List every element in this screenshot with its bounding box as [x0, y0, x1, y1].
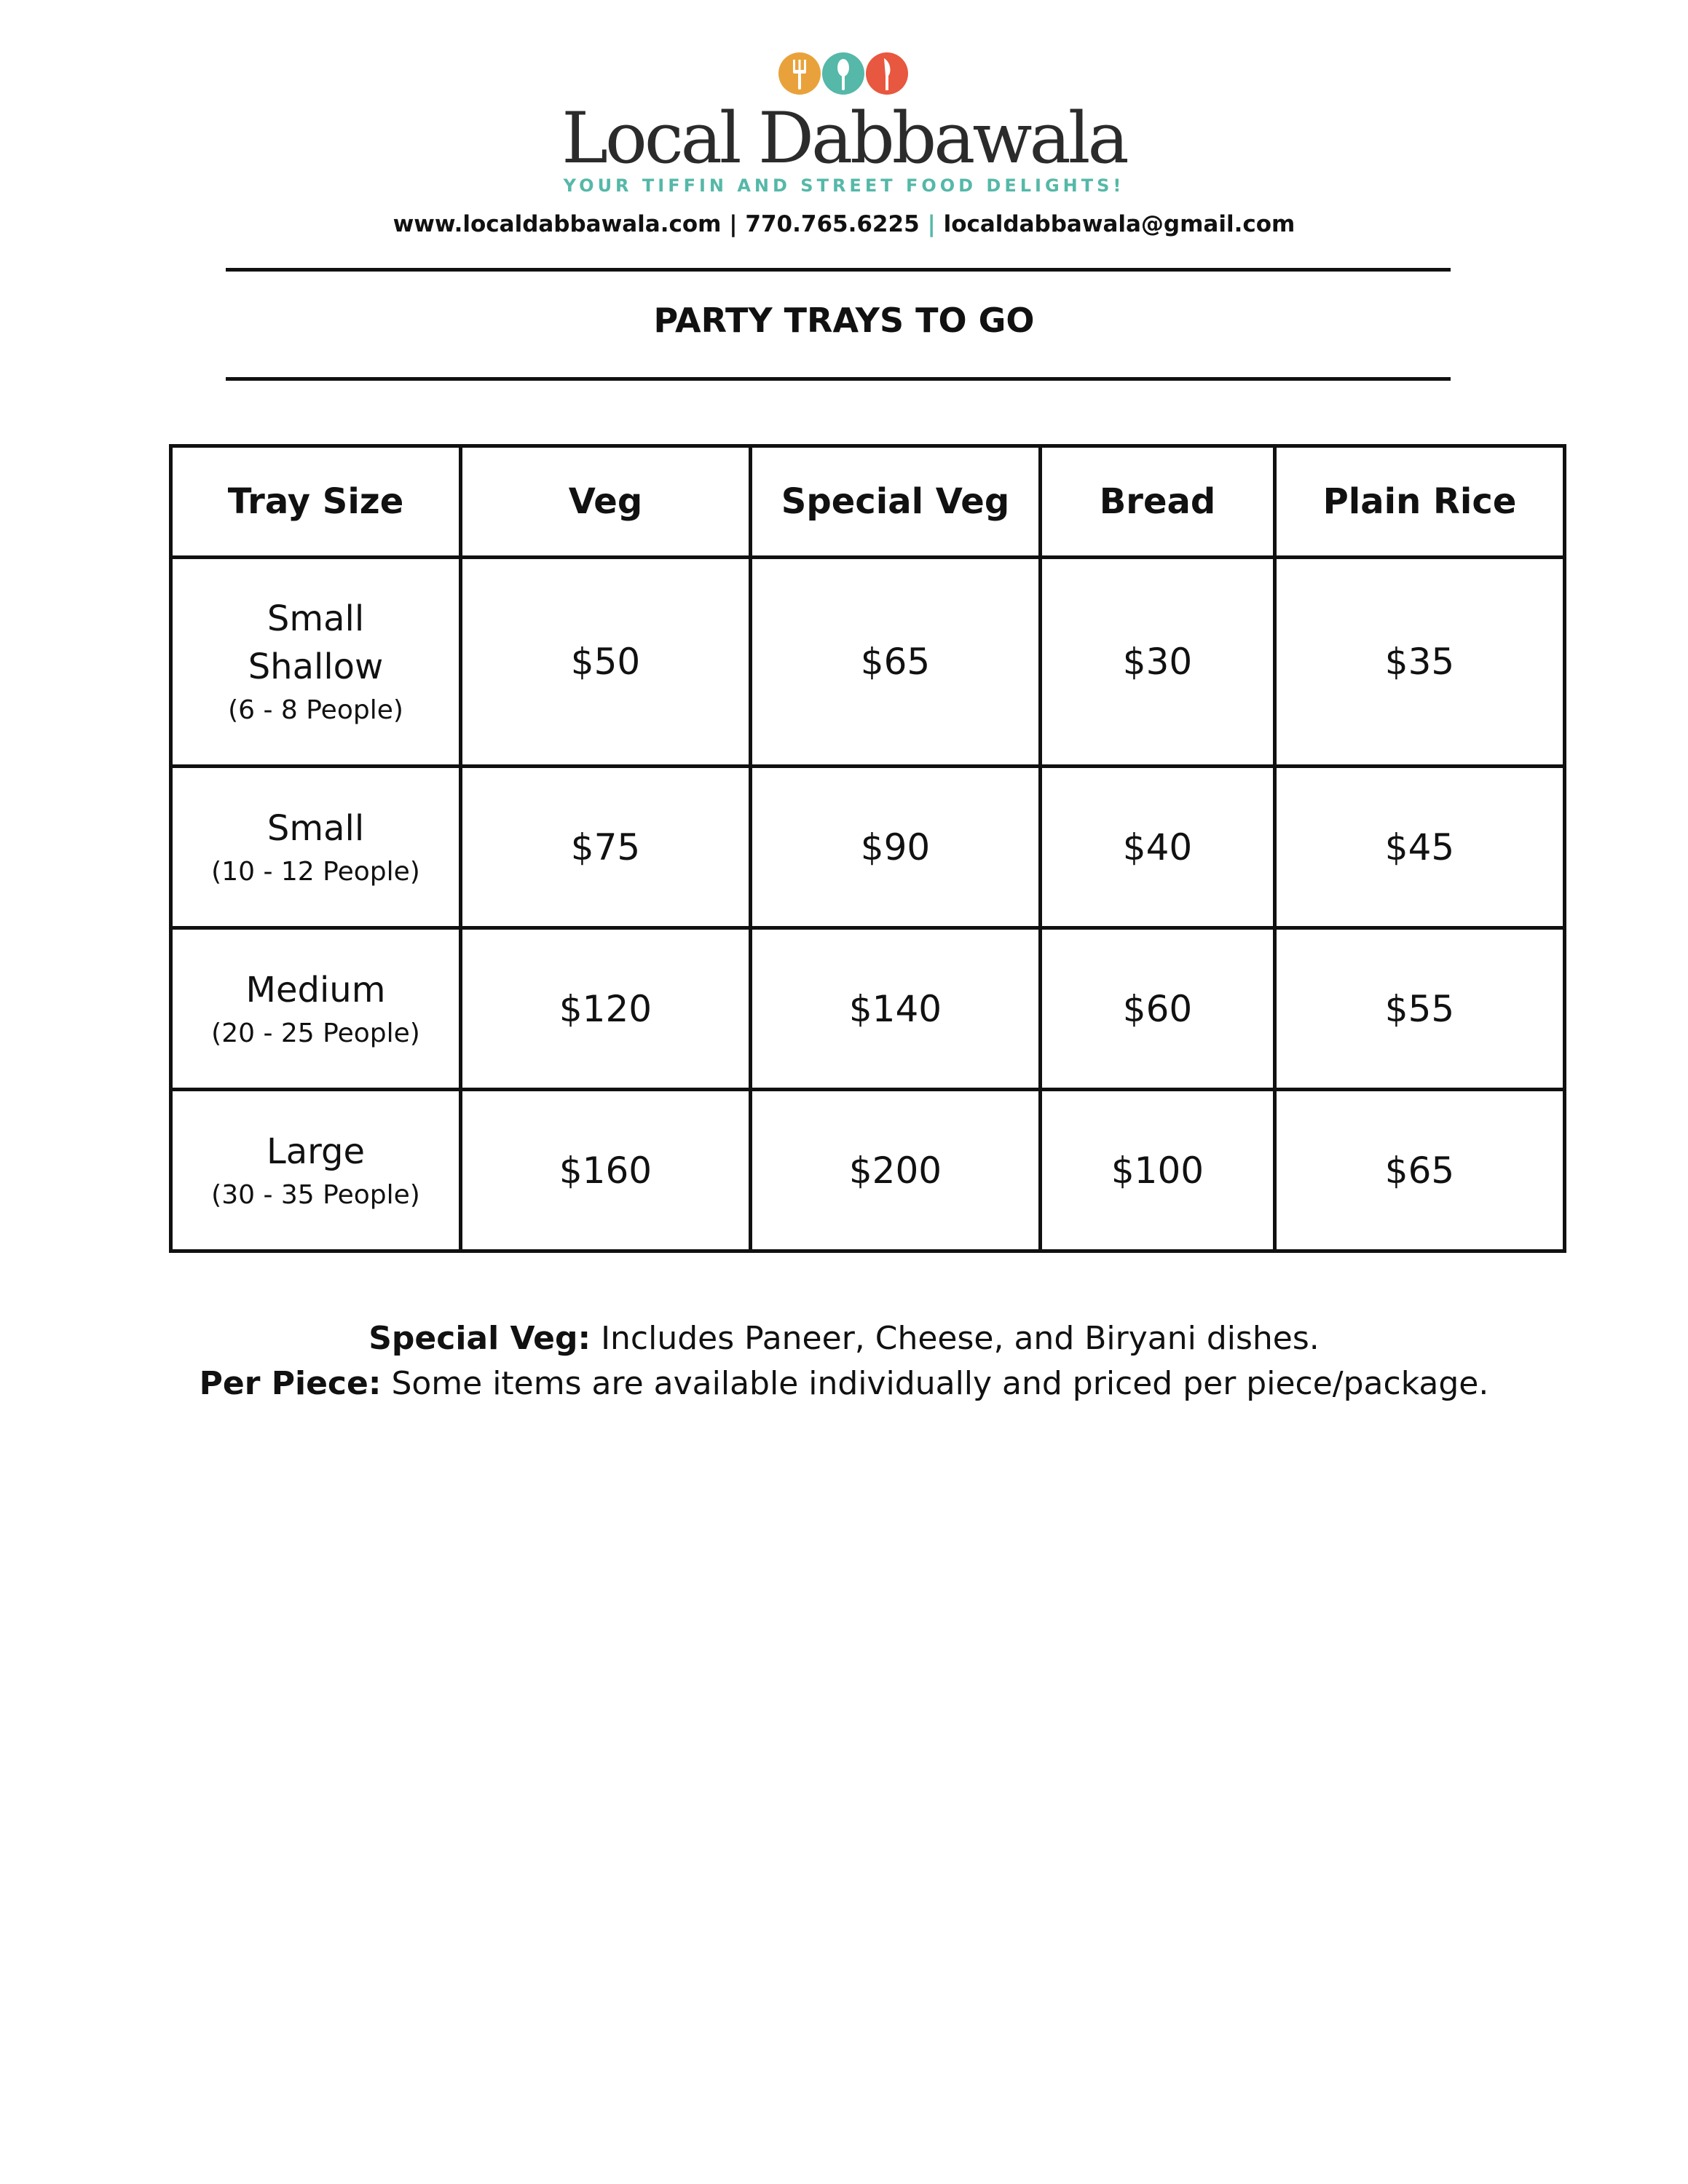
- logo-utensils-icon: [778, 51, 909, 96]
- column-header-special-veg: Special Veg: [751, 446, 1041, 558]
- note-text: Includes Paneer, Cheese, and Biryani dishes.: [591, 1320, 1320, 1357]
- column-header-veg: Veg: [461, 446, 751, 558]
- note-text: Some items are available individually and priced per piece/package.: [381, 1365, 1489, 1402]
- price-veg: $120: [461, 928, 751, 1090]
- price-bread: $30: [1041, 558, 1275, 767]
- price-bread: $100: [1041, 1090, 1275, 1251]
- note-label: Per Piece:: [199, 1365, 382, 1402]
- price-special-veg: $140: [751, 928, 1041, 1090]
- tray-size-name: Medium: [245, 969, 386, 1010]
- price-bread: $40: [1041, 767, 1275, 928]
- price-plain-rice: $35: [1275, 558, 1565, 767]
- tray-size-people: (20 - 25 People): [211, 1018, 420, 1048]
- note-label: Special Veg:: [368, 1320, 591, 1357]
- table-row: [171, 928, 1565, 1090]
- table-row: [171, 558, 1565, 767]
- price-special-veg: $65: [751, 558, 1041, 767]
- tray-size-name: Small: [267, 807, 365, 849]
- tray-size-name: Shallow: [248, 646, 384, 687]
- tray-size-name: Large: [266, 1131, 366, 1172]
- footnotes: [0, 1316, 1688, 1406]
- divider-top: [226, 268, 1451, 272]
- price-veg: $160: [461, 1090, 751, 1251]
- brand-name: Local Dabbawala: [561, 98, 1127, 179]
- price-veg: $75: [461, 767, 751, 928]
- tray-size-cell: [171, 767, 461, 928]
- column-header-bread: Bread: [1041, 446, 1275, 558]
- brand-tagline: YOUR TIFFIN AND STREET FOOD DELIGHTS!: [563, 175, 1125, 196]
- phone-number[interactable]: 770.765.6225: [745, 211, 920, 237]
- tray-size-people: (30 - 35 People): [211, 1179, 420, 1210]
- table-row: [171, 1090, 1565, 1251]
- tray-size-people: (10 - 12 People): [211, 856, 420, 887]
- column-header-plain-rice: Plain Rice: [1275, 446, 1565, 558]
- price-plain-rice: $55: [1275, 928, 1565, 1090]
- note-per-piece: [0, 1361, 1688, 1406]
- price-table: [169, 444, 1566, 1253]
- column-header-tray-size: Tray Size: [171, 446, 461, 558]
- price-plain-rice: $65: [1275, 1090, 1565, 1251]
- tray-size-name: Small: [267, 598, 365, 639]
- table-header-row: [171, 446, 1565, 558]
- price-special-veg: $90: [751, 767, 1041, 928]
- tray-size-cell: [171, 928, 461, 1090]
- separator: |: [927, 211, 936, 237]
- email-link[interactable]: localdabbawala@gmail.com: [943, 211, 1295, 237]
- page-title: PARTY TRAYS TO GO: [653, 301, 1035, 340]
- website-link[interactable]: www.localdabbawala.com: [393, 211, 722, 237]
- tray-size-cell: [171, 558, 461, 767]
- price-bread: $60: [1041, 928, 1275, 1090]
- divider-bottom: [226, 377, 1451, 381]
- note-special-veg: [0, 1316, 1688, 1361]
- separator: |: [729, 211, 738, 237]
- tray-size-cell: [171, 1090, 461, 1251]
- contact-line: [0, 210, 1688, 239]
- price-plain-rice: $45: [1275, 767, 1565, 928]
- table-row: [171, 767, 1565, 928]
- price-veg: $50: [461, 558, 751, 767]
- price-special-veg: $200: [751, 1090, 1041, 1251]
- tray-size-people: (6 - 8 People): [228, 695, 403, 725]
